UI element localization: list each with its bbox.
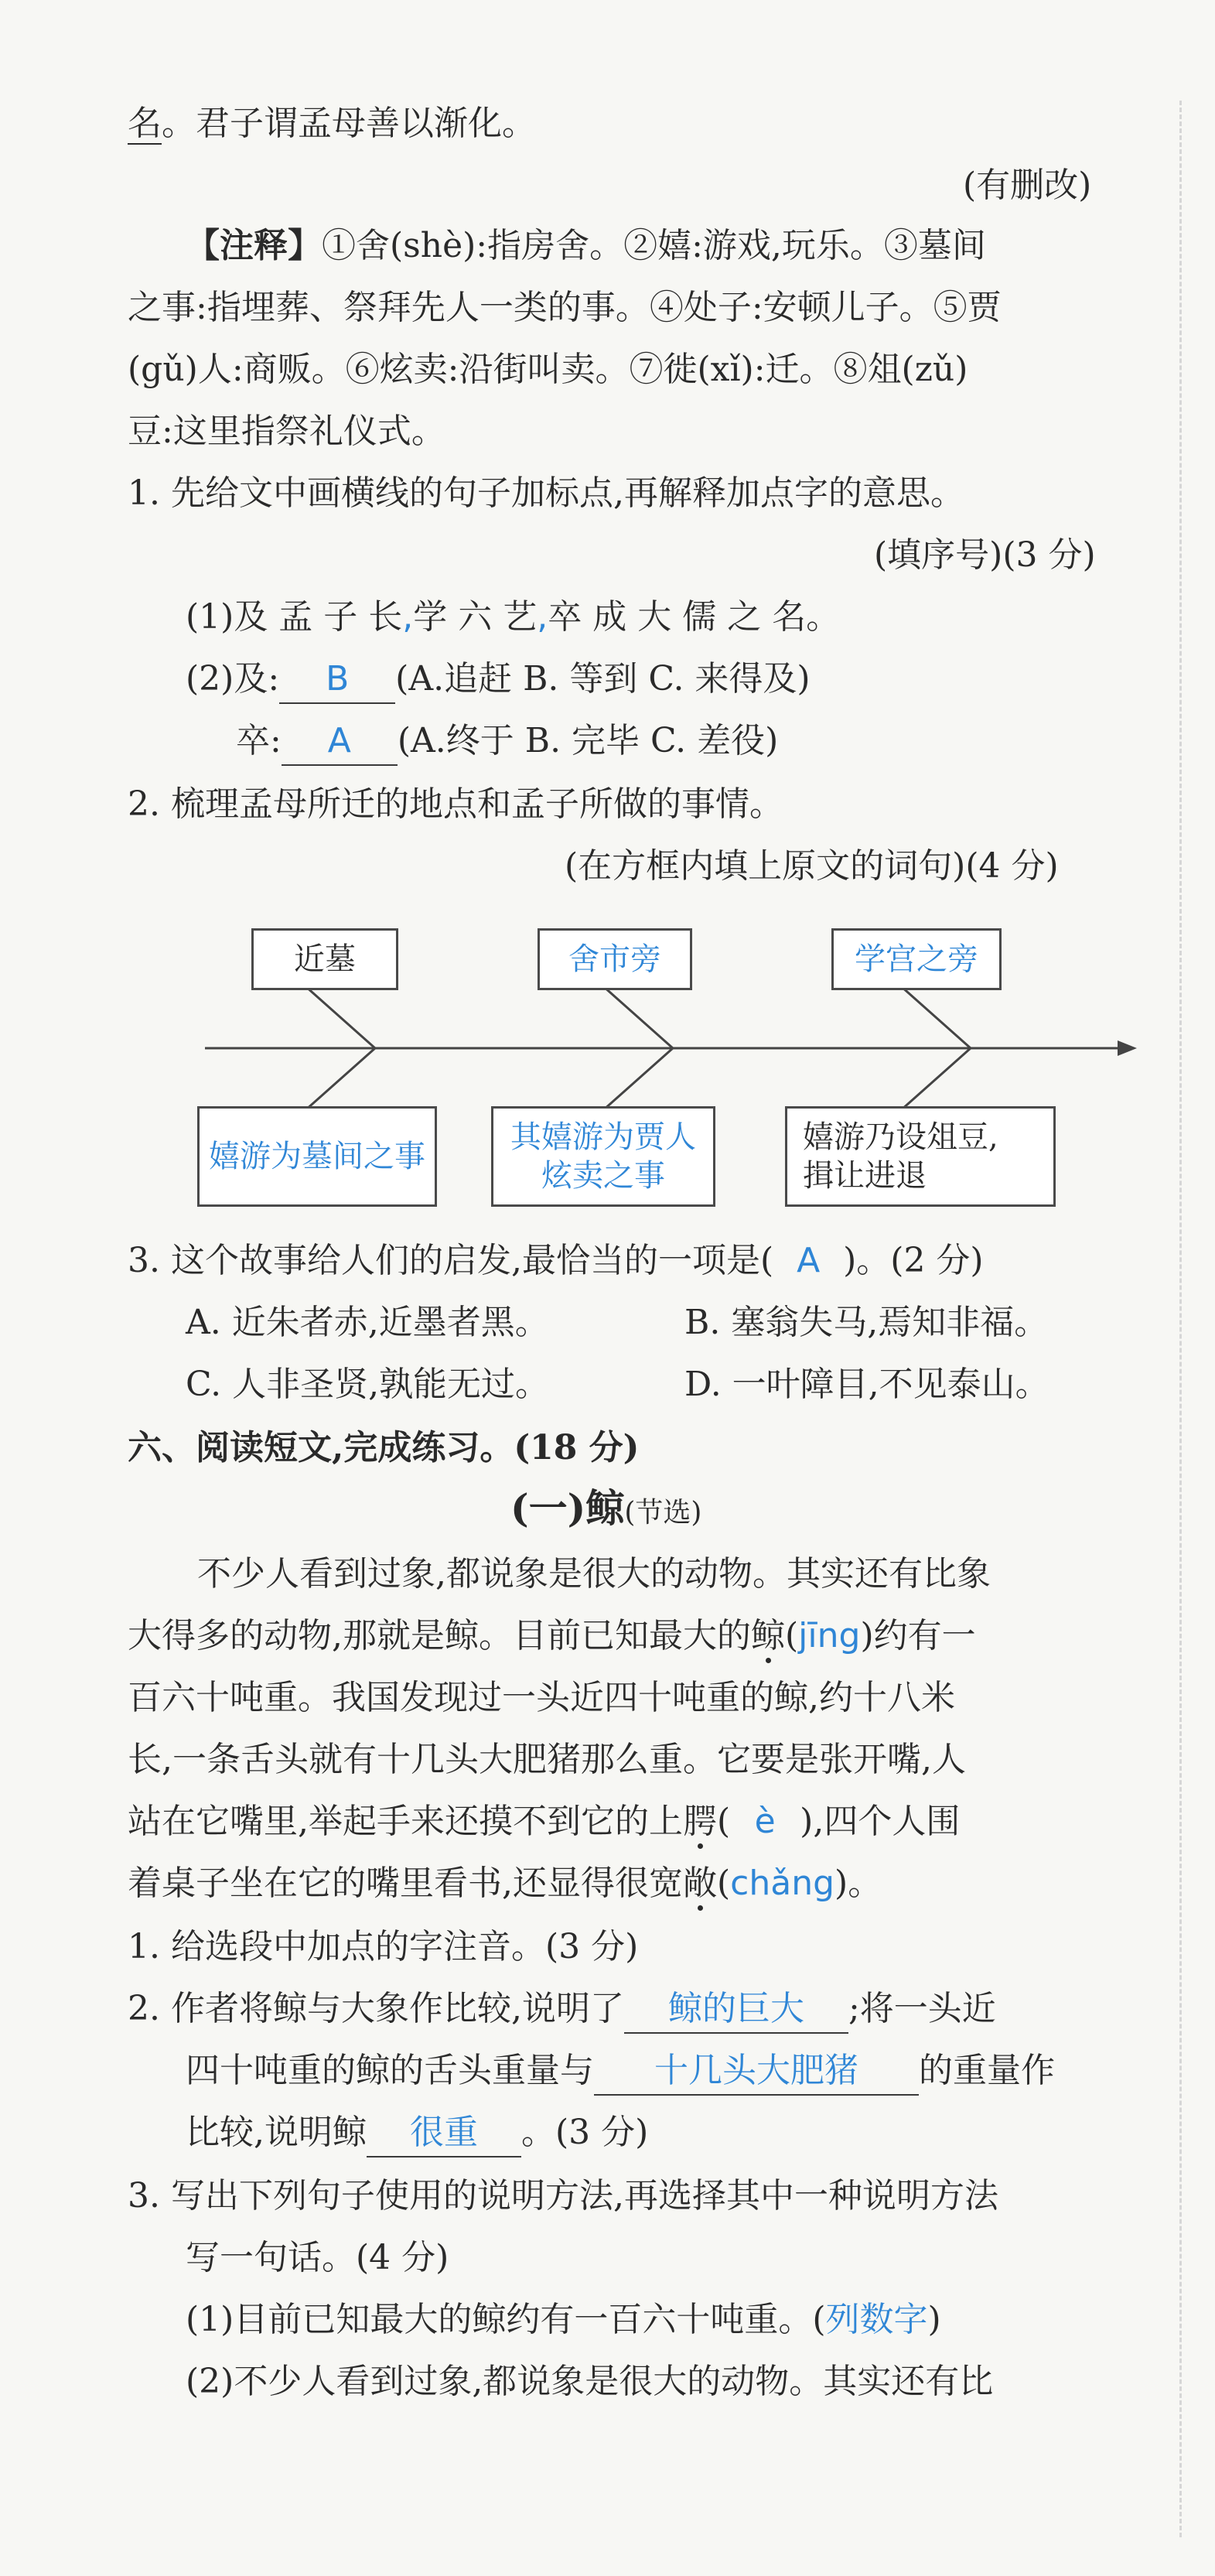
- q1-item-zu: 卒: A (A.终于 B. 完毕 C. 差役): [236, 718, 778, 766]
- notes-line-4: 豆:这里指祭礼仪式。: [128, 412, 445, 451]
- notes-line-2: 之事:指埋葬、祭拜先人一类的事。④处子:安顿儿子。⑤贾: [128, 288, 1002, 327]
- p-q2-answer-3[interactable]: 很重: [367, 2110, 521, 2157]
- p-q3-item-1: (1)目前已知最大的鲸约有一百六十吨重。(列数字): [186, 2300, 941, 2339]
- p-q2-line-2: 四十吨重的鲸的舌头重量与 十几头大肥猪 的重量作: [186, 2048, 1055, 2096]
- box-place-1: 近墓: [251, 928, 398, 990]
- q1-score: (填序号)(3 分): [874, 535, 1096, 575]
- q1-stem: 1. 先给文中画横线的句子加标点,再解释加点字的意思。: [128, 473, 964, 513]
- notes-line-1: 【注释】①舍(shè):指房舍。②嬉:游戏,玩乐。③墓间: [186, 226, 986, 265]
- box-place-2[interactable]: 舍市旁: [538, 928, 692, 990]
- pinyin-answer-chang[interactable]: chǎng: [730, 1864, 835, 1903]
- p-q1-stem: 1. 给选段中加点的字注音。(3 分): [128, 1927, 639, 1966]
- q3-option-d: D. 一叶障目,不见泰山。: [684, 1365, 1049, 1404]
- p-q3-item-2: (2)不少人看到过象,都说象是很大的动物。其实还有比: [186, 2362, 994, 2401]
- p-q3-line-2: 写一句话。(4 分): [186, 2238, 449, 2277]
- p-q2-answer-1[interactable]: 鲸的巨大: [624, 1986, 848, 2034]
- p-q2-answer-2[interactable]: 十几头大肥猪: [594, 2048, 919, 2096]
- dotted-char-chang: 敞: [683, 1864, 717, 1903]
- source-note: (有删改): [963, 166, 1092, 205]
- q3-option-b: B. 塞翁失马,焉知非福。: [684, 1303, 1049, 1342]
- passage-line-6: 着桌子坐在它的嘴里看书,还显得很宽敞(chǎng)。: [128, 1864, 882, 1903]
- answer-blank-ji[interactable]: B: [279, 656, 395, 704]
- section-heading: 六、阅读短文,完成练习。(18 分): [128, 1428, 640, 1467]
- p-q3-answer-1[interactable]: 列数字: [825, 2300, 928, 2339]
- passage-title: (一)鲸(节选): [510, 1485, 702, 1531]
- dotted-char-jing: 鲸: [751, 1616, 785, 1655]
- p-q2-line-3: 比较,说明鲸 很重 。(3 分): [186, 2110, 648, 2157]
- box-activity-2[interactable]: 其嬉游为贾人 炫卖之事: [491, 1106, 715, 1207]
- q3-stem: 3. 这个故事给人们的启发,最恰当的一项是( A )。(2 分): [128, 1238, 984, 1284]
- box-place-3[interactable]: 学宫之旁: [831, 928, 1002, 990]
- q1-sentence: (1)及 孟 子 长,学 六 艺,卒 成 大 儒 之 名。: [186, 597, 841, 637]
- passage-line-3: 百六十吨重。我国发现过一头近四十吨重的鲸,约十八米: [128, 1678, 955, 1717]
- q2-score: (在方框内填上原文的词句)(4 分): [565, 846, 1059, 886]
- pinyin-answer-jing[interactable]: jīng: [798, 1616, 861, 1655]
- passage-line-5: 站在它嘴里,举起手来还摸不到它的上腭( è ),四个人围: [128, 1799, 960, 1845]
- answer-comma-1: ,: [402, 597, 414, 637]
- q3-option-a: A. 近朱者赤,近墨者黑。: [186, 1303, 549, 1342]
- passage-line-1: 不少人看到过象,都说象是很大的动物。其实还有比象: [197, 1554, 991, 1594]
- p-q2-line-1: 2. 作者将鲸与大象作比较,说明了 鲸的巨大 ;将一头近: [128, 1986, 996, 2034]
- box-activity-1[interactable]: 嬉游为墓间之事: [197, 1106, 437, 1207]
- underlined-char: 名: [128, 104, 162, 143]
- q3-answer[interactable]: A: [797, 1241, 821, 1280]
- q1-item-ji: (2)及: B (A.追赶 B. 等到 C. 来得及): [186, 656, 811, 704]
- p-q3-line-1: 3. 写出下列句子使用的说明方法,再选择其中一种说明方法: [128, 2176, 998, 2216]
- pinyin-answer-e[interactable]: è: [754, 1802, 776, 1841]
- q2-stem: 2. 梳理孟母所迁的地点和孟子所做的事情。: [128, 784, 783, 824]
- answer-blank-zu[interactable]: A: [282, 718, 398, 766]
- passage-line-2: 大得多的动物,那就是鲸。目前已知最大的鲸(jīng)约有一: [128, 1616, 976, 1655]
- passage-line-4: 长,一条舌头就有十几头大肥猪那么重。它要是张开嘴,人: [128, 1740, 966, 1779]
- fishbone-diagram: [197, 928, 1141, 1215]
- q3-option-c: C. 人非圣贤,孰能无过。: [186, 1365, 550, 1404]
- dotted-char-e: 腭: [683, 1802, 717, 1841]
- fold-line: [1179, 101, 1182, 2537]
- notes-line-3: (gǔ)人:商贩。⑥炫卖:沿街叫卖。⑦徙(xǐ):迁。⑧俎(zǔ): [128, 350, 968, 389]
- answer-comma-2: ,: [537, 597, 548, 637]
- passage-ending: 名。君子谓孟母善以渐化。: [128, 104, 536, 143]
- box-activity-3: 嬉游乃设俎豆, 揖让进退: [785, 1106, 1056, 1207]
- notes-label: 【注释】: [186, 226, 322, 265]
